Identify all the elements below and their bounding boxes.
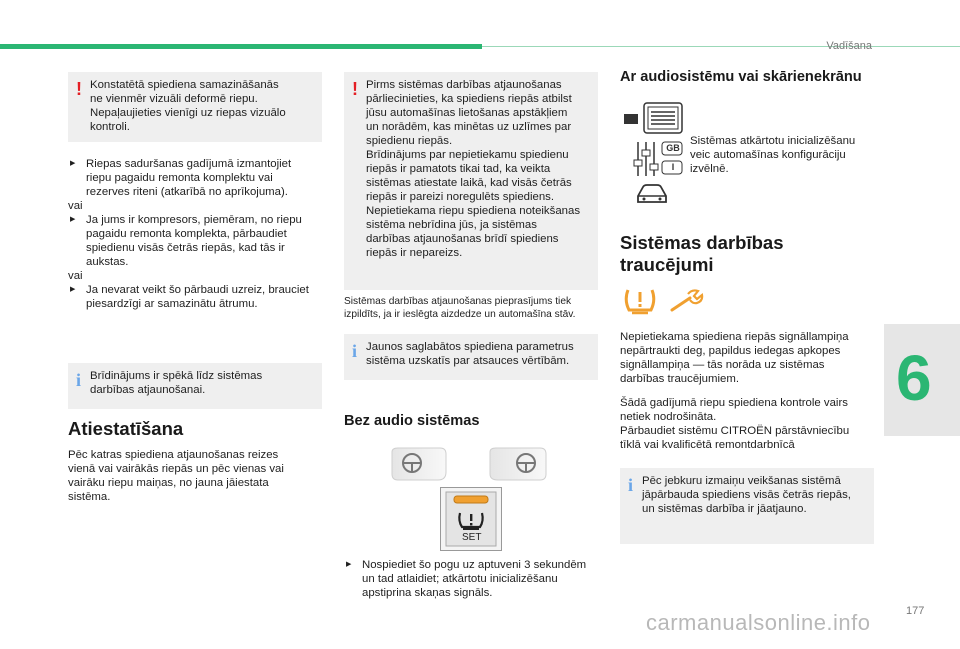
warning-box (68, 72, 322, 142)
info-line: Pēc jebkuru izmaiņu veikšanas sistēmā (642, 475, 841, 487)
warning-line: Nepietiekama riepu spiediena noteikšanas (366, 205, 581, 217)
info-line: sistēma uzskatīs par atsauces vērtībām. (366, 355, 570, 367)
car-icon (634, 182, 670, 206)
warning-line: darbības atjaunošanas brīdī spiediens (366, 233, 559, 245)
warning-line: spiedienu riepās. (366, 135, 453, 147)
paragraph-line: Šādā gadījumā riepu spiediena kontrole vairs (620, 397, 848, 409)
paragraph-line: tīklā vai kvalificētā remontdarbnīcā (620, 439, 795, 451)
list-line: ▶ Ja jums ir kompresors, piemēram, no riepu (86, 214, 302, 226)
watermark: carmanualsonline.info (646, 610, 871, 635)
warning-line: Pirms sistēmas darbības atjaunošanas (366, 79, 562, 91)
wrench-icon (668, 288, 706, 314)
service-paragraph (620, 396, 880, 452)
warning-line: un norādēm, kas minētas uz uzlīmes par (366, 121, 572, 133)
warning-line: riepās ir pamatots tikai tad, ka veikta (366, 163, 551, 175)
warning-line: Nepaļaujieties vienīgi uz riepas vizuālo (90, 107, 286, 119)
menu-icon (624, 102, 684, 134)
info-line: Jaunos saglabātos spiediena parametrus (366, 341, 574, 353)
paragraph-line: Sistēmas atkārtotu inicializēšanu (690, 135, 856, 147)
reset-heading: Atiestatīšana (68, 418, 184, 439)
info-line: darbības atjaunošanai. (90, 384, 206, 396)
heading-line: Sistēmas darbības (620, 232, 784, 253)
chapter-number: 6 (896, 342, 932, 414)
list-line: riepu pagaidu remonta komplektu vai (86, 172, 273, 184)
list-item (68, 213, 324, 269)
page-number: 177 (906, 605, 925, 617)
paragraph-line: Pārbaudiet sistēmu CITROËN pārstāvniecību (620, 425, 850, 437)
info-icon: i (76, 370, 82, 390)
list-line: aukstas. (86, 256, 129, 268)
or-label: vai (68, 200, 83, 212)
header-rule (482, 46, 960, 47)
warning-line: jūsu automašīnas lietošanas apstākļiem (366, 107, 568, 119)
condition-note (344, 295, 606, 321)
paragraph-line: vienā vai vairākās riepās un pēc vienas vai (68, 463, 284, 475)
list-line: ▶ Riepas saduršanas gadījumā izmantojiet (86, 158, 292, 170)
list-item (68, 157, 324, 199)
paragraph-line: veic automašīnas konfigurāciju (690, 149, 846, 161)
warning-line: pārliecinieties, ka spiediens riepās atbilst (366, 93, 572, 105)
audio-heading: Ar audiosistēmu vai skārienekrānu (620, 69, 862, 85)
warning-line: Konstatētā spiediena samazināšanās (90, 79, 279, 91)
paragraph-line: izvēlnē. (690, 163, 729, 175)
section-title: Vadīšana (826, 40, 872, 52)
warning-line: riepās ir nepareizs. (366, 247, 463, 259)
warning-line: sistēma nebrīdina jūs, ja sistēmas (366, 219, 537, 231)
or-label: vai (68, 270, 83, 282)
info-line: jāpārbauda spiediens visās četrās riepās, (642, 489, 851, 501)
info-icon: i (628, 475, 634, 495)
paragraph-line: nepārtraukti deg, papildus iedegas apkopes (620, 345, 841, 357)
malfunction-paragraph (620, 330, 880, 386)
paragraph-line: Pēc katras spiediena atjaunošanas reizes (68, 449, 279, 461)
warning-line: riepās ir pareizi noregulēts spiediens. (366, 191, 555, 203)
list-line: rezerves riteni (atkarībā no aprīkojuma). (86, 186, 288, 198)
audio-paragraph (690, 134, 880, 176)
paragraph-line: netiek nodrošināta. (620, 411, 717, 423)
instruction-list (344, 558, 606, 600)
set-button-label: SET (462, 532, 482, 543)
heading-line: traucējumi (620, 254, 714, 275)
list-item (68, 283, 324, 311)
info-line: un sistēmas darbība ir jāatjauno. (642, 503, 807, 515)
info-box (68, 363, 322, 409)
warning-box (344, 72, 598, 290)
note-line: izpildīts, ja ir ieslēgta aizdedze un automašīna stāv. (344, 309, 576, 320)
list-line: un tad atlaidiet; atkārtotu inicializēšanu (362, 573, 558, 585)
header-accent-bar (0, 44, 482, 49)
list-line: pagaidu remonta komplekta, pārbaudiet (86, 228, 287, 240)
instruction-list (68, 157, 324, 311)
paragraph-line: vairāku riepu maiņas, no jauna jāiestata (68, 477, 269, 489)
tyre-warning-lamp-icon (622, 286, 658, 316)
warning-line: sistēmas atiestate laikā, kad visās četrās (366, 177, 572, 189)
note-line: Sistēmas darbības atjaunošanas pieprasījums tiek (344, 296, 572, 307)
gb-label: GB (666, 143, 680, 153)
info-line: Brīdinājums ir spēkā līdz sistēmas (90, 370, 263, 382)
info-icon: i (352, 341, 358, 361)
paragraph-line: signāllampiņa — tās norāda uz sistēmas (620, 359, 825, 371)
warning-icon: ! (352, 79, 358, 99)
steering-controls-illustration (390, 446, 548, 484)
list-line: piesardzīgi ar samazinātu ātrumu. (86, 298, 258, 310)
paragraph-line: Nepietiekama spiediena riepās signāllampiņa (620, 331, 849, 343)
malfunction-heading (620, 232, 784, 276)
paragraph-line: sistēma. (68, 491, 111, 503)
i-label: I (671, 162, 675, 172)
list-line: ▶ Ja nevarat veikt šo pārbaudi uzreiz, brauciet (86, 284, 309, 296)
info-box (620, 468, 874, 544)
warning-line: ne vienmēr vizuāli deformē riepu. (90, 93, 258, 105)
list-line: apstiprina skaņas signāls. (362, 587, 493, 599)
reset-paragraph (68, 448, 324, 504)
paragraph-line: darbības traucējumiem. (620, 373, 740, 385)
info-box (344, 334, 598, 380)
list-line: spiedienu visās četrās riepās, kad tās ir (86, 242, 285, 254)
list-line: ▶ Nospiediet šo pogu uz aptuveni 3 sekundēm (362, 559, 587, 571)
warning-line: Brīdinājums par nepietiekamu spiedienu (366, 149, 569, 161)
warning-line: kontroli. (90, 121, 130, 133)
warning-icon: ! (76, 79, 82, 99)
list-item (344, 558, 606, 600)
no-audio-heading: Bez audio sistēmas (344, 413, 480, 429)
